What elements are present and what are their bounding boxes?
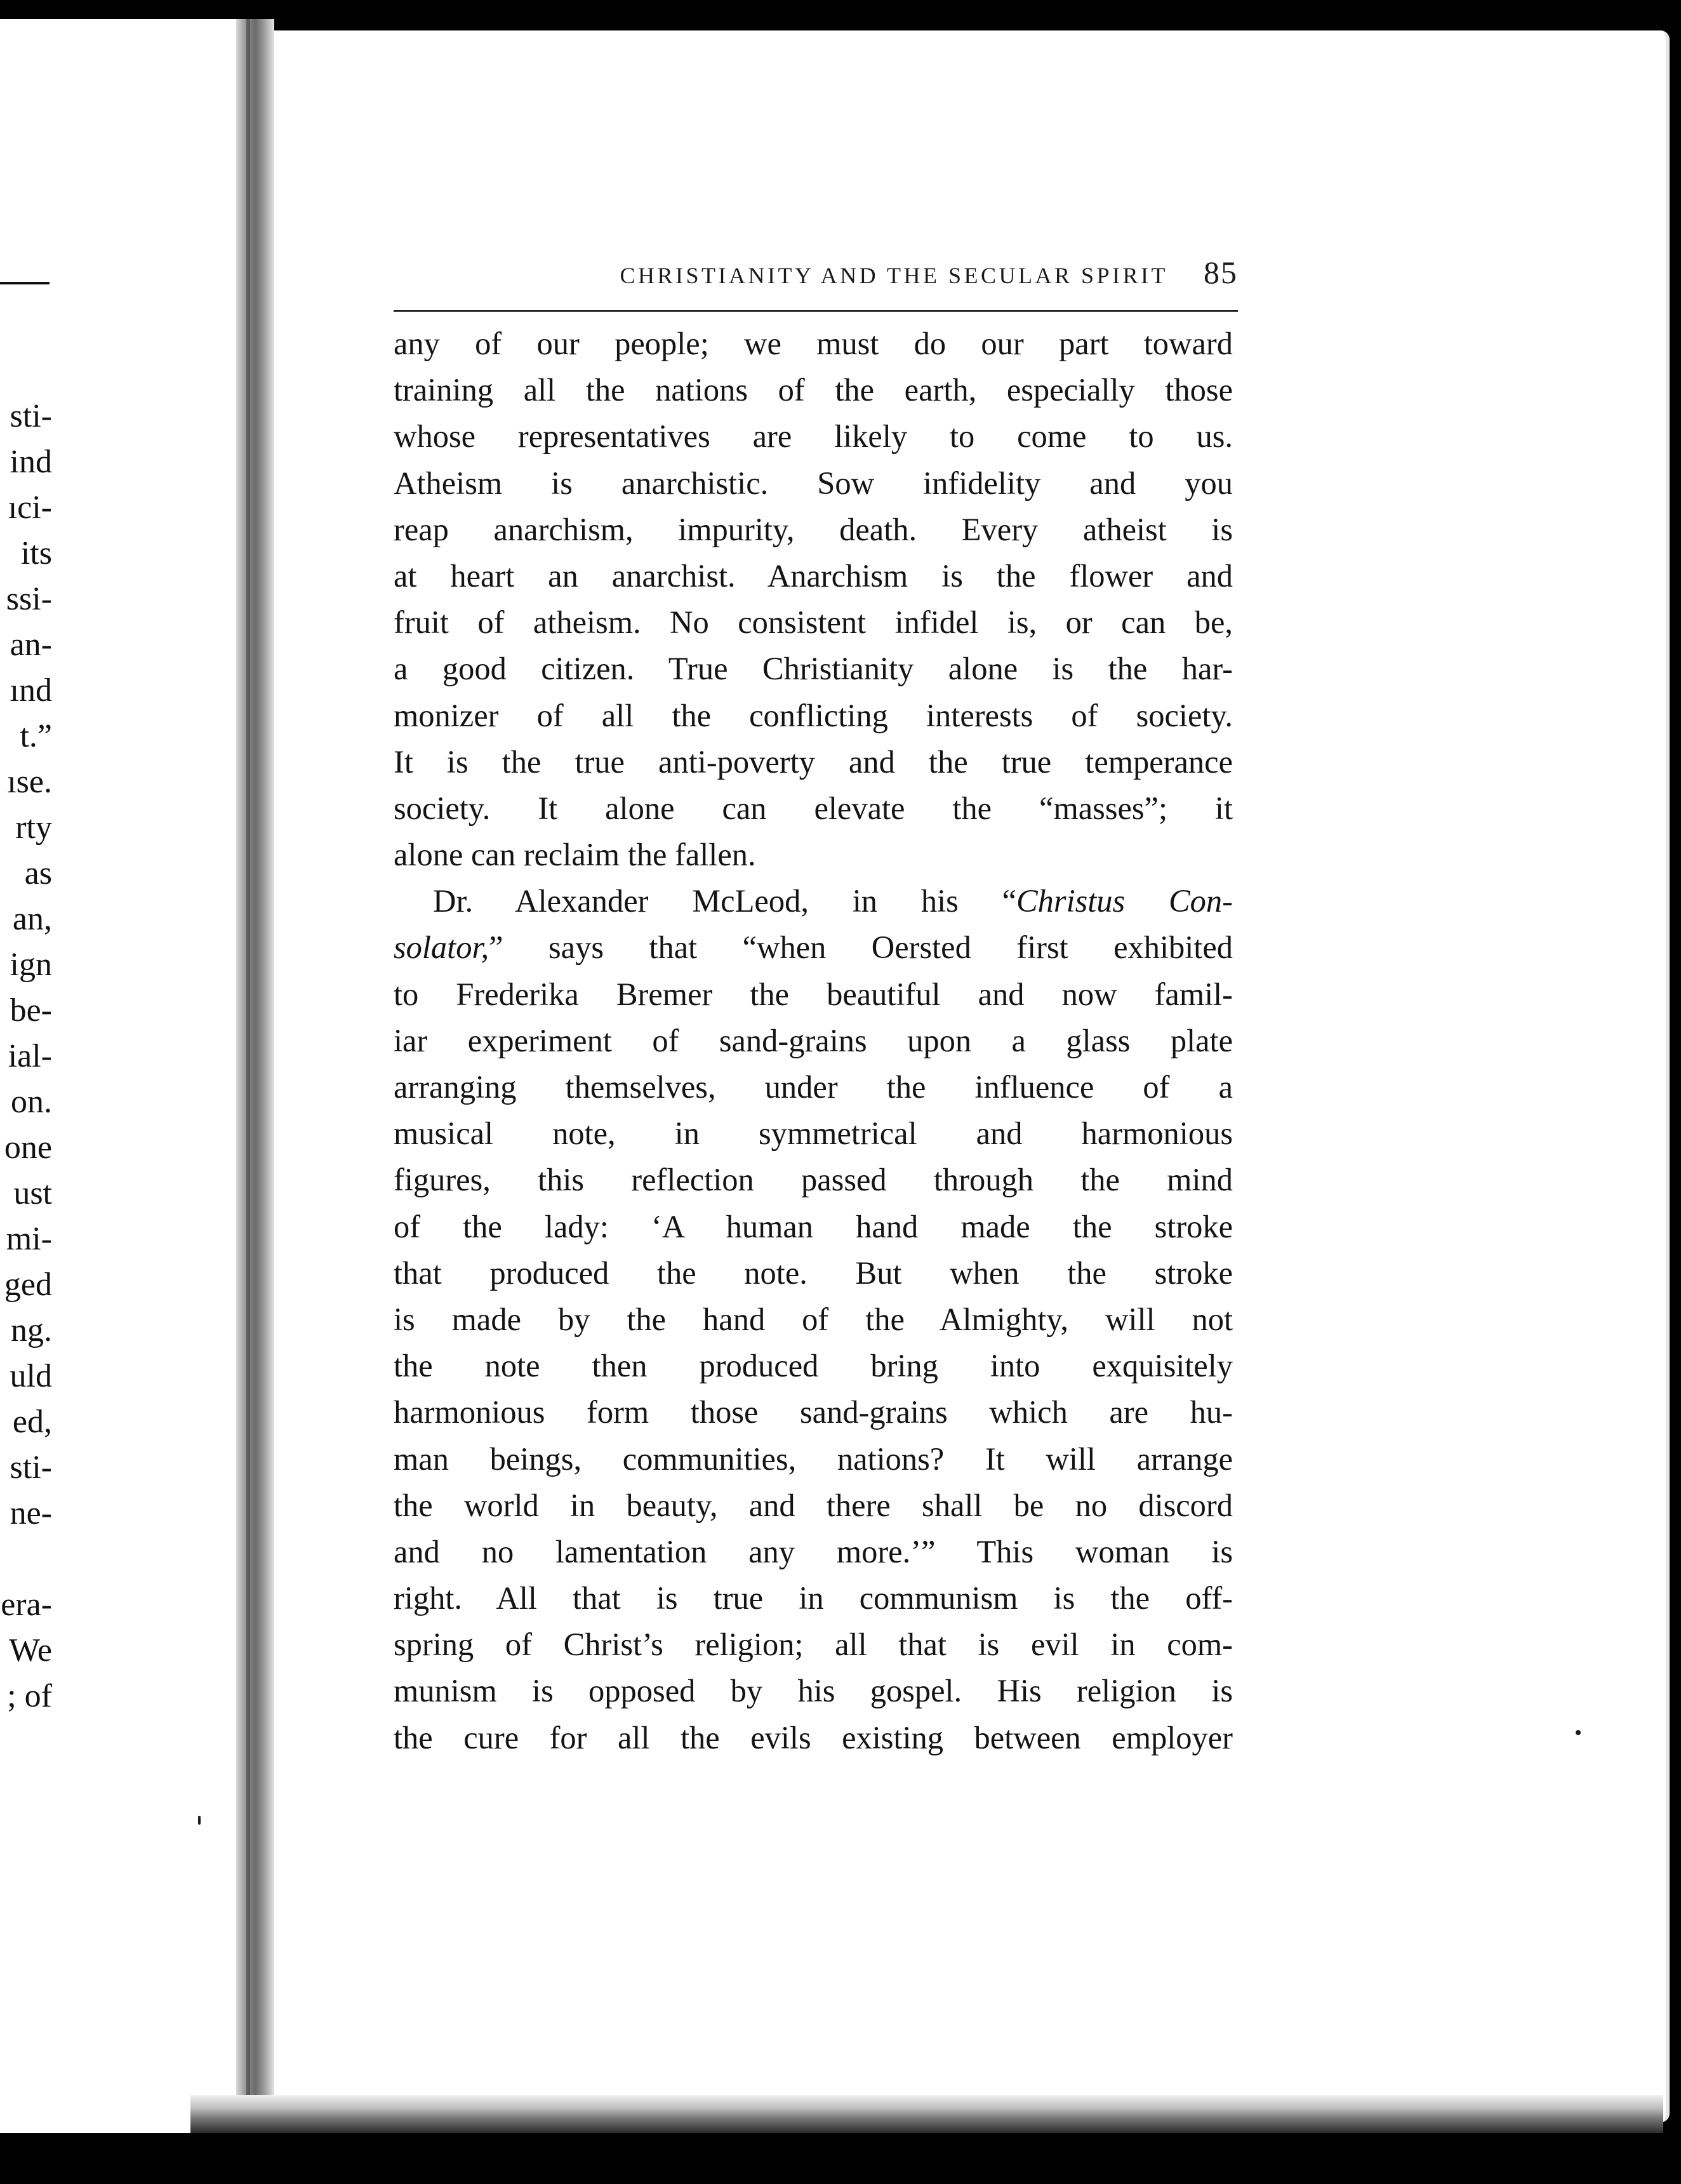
text-line: man beings, communities, nations? It will arrange (394, 1441, 1233, 1477)
scan-speck (1576, 1730, 1581, 1735)
text-line: that produced the note. But when the stroke (394, 1255, 1233, 1291)
left-page-header-rule (0, 282, 50, 284)
text-line: at heart an anarchist. Anarchism is the flower and (394, 557, 1233, 594)
text-line: to Frederika Bremer the beautiful and now famil- (394, 976, 1233, 1012)
text-line: alone can reclaim the fallen. (394, 837, 756, 873)
book-title-italic: solator, (394, 929, 489, 966)
text-line: of the lady: ‘A human hand made the stroke (394, 1208, 1233, 1244)
text-line: a good citizen. True Christianity alone is the har- (394, 651, 1233, 687)
text-line: harmonious form those sand-grains which are hu- (394, 1394, 1233, 1430)
text-line (394, 878, 1233, 924)
text-line: the cure for all the evils existing between employer (394, 1719, 1233, 1755)
text-line: the note then produced bring into exquisitely (394, 1348, 1233, 1384)
text-line: is made by the hand of the Almighty, will not (394, 1301, 1233, 1337)
running-header (394, 254, 1238, 298)
left-page-fragment: ng. (11, 1312, 52, 1348)
left-page-line-endings (0, 394, 52, 1719)
left-page-fragment: be- (10, 992, 52, 1029)
header-rule (394, 310, 1238, 312)
left-page-fragment: ed, (12, 1404, 52, 1440)
left-page-fragment: ind (10, 444, 52, 480)
text-line (394, 924, 1233, 971)
left-page-fragment: ial- (8, 1038, 52, 1074)
text-line: iar experiment of sand-grains upon a glass plate (394, 1022, 1233, 1058)
left-page-fragment: an- (10, 627, 52, 663)
text-line: reap anarchism, impurity, death. Every atheist is (394, 511, 1233, 547)
running-header-title: CHRISTIANITY AND THE SECULAR SPIRIT (620, 263, 1168, 288)
text-line: munism is opposed by his gospel. His religion is (394, 1673, 1233, 1709)
text-line: society. It alone can elevate the “masses”; it (394, 790, 1233, 826)
page-body-text (394, 321, 1233, 1761)
text-line: spring of Christ’s religion; all that is evil in com- (394, 1627, 1233, 1663)
text-line: It is the true anti-poverty and the true temperance (394, 743, 1233, 780)
left-page-fragment: t.” (20, 718, 52, 754)
text-line: monizer of all the conflicting interests of society. (394, 697, 1233, 733)
text-line: the world in beauty, and there shall be no discord (394, 1487, 1233, 1523)
left-page-fragment: era- (1, 1587, 52, 1623)
paragraph-2-lines (394, 971, 1233, 1761)
left-page-fragment (0, 1536, 52, 1582)
left-page-fragment: its (20, 535, 52, 571)
paragraph-1 (394, 321, 1233, 878)
text-line: and no lamentation any more.’” This woman is (394, 1533, 1233, 1569)
text-span: ” says that “when Oersted first exhibited (489, 929, 1233, 966)
text-line: arranging themselves, under the influence of a (394, 1069, 1233, 1105)
left-page-fragment: an, (12, 901, 52, 937)
page-bottom-edge (190, 2095, 1663, 2133)
left-page-fragment: ign (10, 947, 52, 983)
text-line: any of our people; we must do our part toward (394, 326, 1233, 361)
left-page-fragment: ust (13, 1175, 52, 1211)
left-page-fragment: rty (15, 809, 52, 846)
left-page-fragment: as (24, 855, 52, 891)
text-line: right. All that is true in communism is the off- (394, 1580, 1233, 1616)
paragraph-2 (394, 878, 1233, 1761)
left-page-fragment: mi- (6, 1221, 52, 1257)
left-page-fragment: sti- (10, 398, 52, 434)
text-line: training all the nations of the earth, especially those (394, 372, 1233, 408)
left-page-fragment: ; of (7, 1678, 52, 1714)
left-page-fragment: one (4, 1129, 52, 1166)
scan-speck (198, 1816, 201, 1825)
text-span: Dr. Alexander McLeod, in his “ (433, 883, 1016, 919)
left-page-fragment: ıse. (7, 764, 52, 800)
page-number: 85 (1204, 255, 1238, 290)
text-line: Atheism is anarchistic. Sow infidelity and you (394, 465, 1233, 501)
left-page-fragment: ınd (10, 672, 52, 709)
text-line: fruit of atheism. No consistent infidel is, or can be, (394, 604, 1233, 641)
left-page-fragment: on. (11, 1084, 52, 1120)
text-line: whose representatives are likely to come to us. (394, 418, 1233, 455)
left-page-fragment: ssi- (6, 581, 52, 617)
book-gutter (236, 19, 274, 2121)
left-page-fragment: uld (10, 1358, 52, 1394)
left-page-fragment: sti- (10, 1449, 52, 1486)
left-page-fragment: ged (4, 1267, 52, 1303)
text-line: musical note, in symmetrical and harmonious (394, 1115, 1233, 1152)
left-page-fragment: ne- (10, 1495, 52, 1531)
book-title-italic: Christus Con- (1016, 883, 1233, 919)
text-line: figures, this reflection passed through the mind (394, 1162, 1233, 1198)
left-page-fragment: We (9, 1632, 52, 1668)
gutter-shadow (246, 19, 250, 2121)
left-page-fragment: ıci- (8, 489, 52, 526)
